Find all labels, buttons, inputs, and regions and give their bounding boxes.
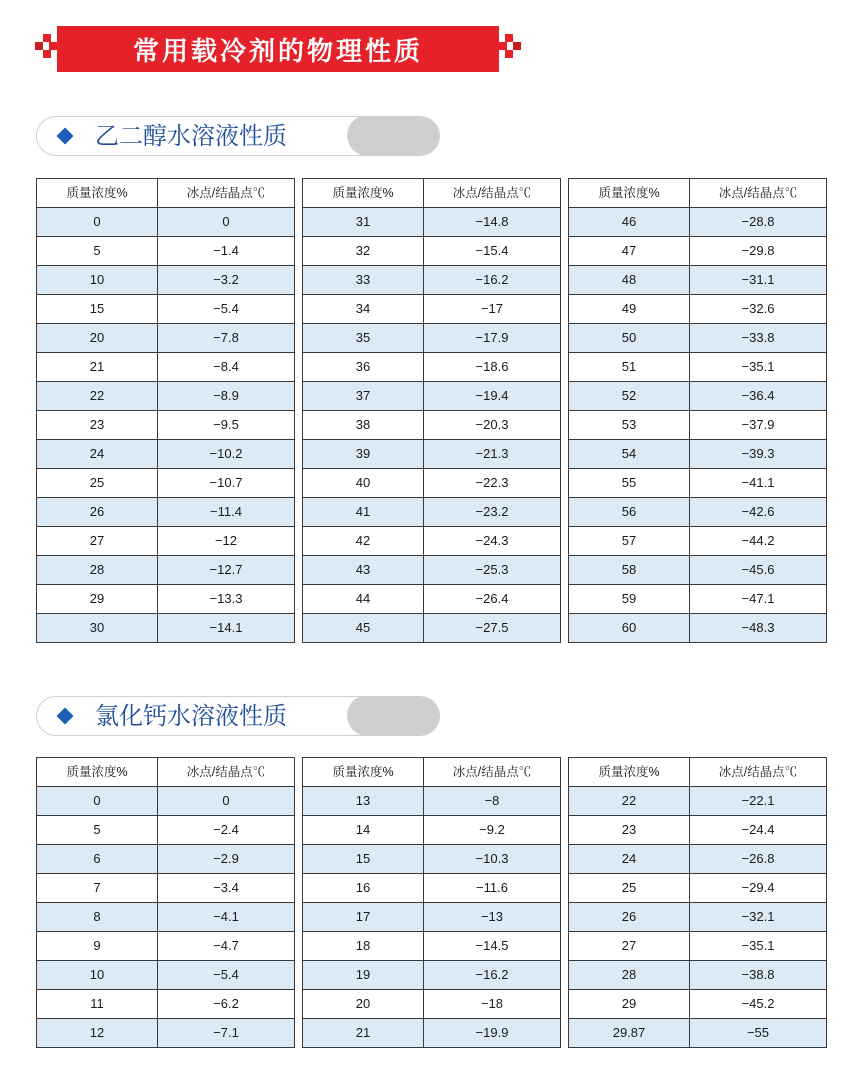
- concentration-cell: 50: [569, 324, 690, 353]
- table-row: [569, 208, 827, 237]
- concentration-cell: 27: [37, 527, 158, 556]
- concentration-cell: 22: [37, 382, 158, 411]
- section-header-ethylene-glycol: [36, 116, 440, 156]
- freezing-point-cell: −15.4: [424, 237, 561, 266]
- table-row: [303, 961, 561, 990]
- freezing-point-cell: −26.8: [690, 845, 827, 874]
- freezing-point-cell: −14.1: [158, 614, 295, 643]
- concentration-cell: 25: [569, 874, 690, 903]
- table-row: [303, 527, 561, 556]
- table-row: [569, 469, 827, 498]
- freezing-point-cell: −2.9: [158, 845, 295, 874]
- table-row: [303, 1019, 561, 1048]
- concentration-cell: 18: [303, 932, 424, 961]
- concentration-cell: 32: [303, 237, 424, 266]
- table-row: [569, 440, 827, 469]
- freezing-point-cell: −24.4: [690, 816, 827, 845]
- freezing-point-cell: −14.5: [424, 932, 561, 961]
- column-header: 冰点/结晶点℃: [424, 758, 561, 787]
- concentration-cell: 47: [569, 237, 690, 266]
- freezing-point-cell: −10.2: [158, 440, 295, 469]
- table-row: [303, 874, 561, 903]
- freezing-point-cell: −4.1: [158, 903, 295, 932]
- pixel-decoration: [505, 34, 513, 42]
- table-row: [37, 845, 295, 874]
- concentration-cell: 22: [569, 787, 690, 816]
- concentration-cell: 53: [569, 411, 690, 440]
- freezing-point-cell: −2.4: [158, 816, 295, 845]
- freezing-point-cell: −13: [424, 903, 561, 932]
- table-row: [37, 585, 295, 614]
- concentration-cell: 0: [37, 208, 158, 237]
- concentration-cell: 29: [37, 585, 158, 614]
- freezing-point-cell: −42.6: [690, 498, 827, 527]
- table-row: [569, 237, 827, 266]
- freezing-point-cell: −45.6: [690, 556, 827, 585]
- section-title: 乙二醇水溶液性质: [95, 122, 287, 150]
- concentration-cell: 52: [569, 382, 690, 411]
- freezing-point-cell: −27.5: [424, 614, 561, 643]
- freezing-point-cell: −8: [424, 787, 561, 816]
- table-row: [37, 932, 295, 961]
- data-table-1-1: [36, 178, 295, 643]
- column-header: 冰点/结晶点℃: [690, 179, 827, 208]
- table-header-row: [37, 758, 295, 787]
- concentration-cell: 36: [303, 353, 424, 382]
- freezing-point-cell: −5.4: [158, 961, 295, 990]
- freezing-point-cell: −13.3: [158, 585, 295, 614]
- concentration-cell: 54: [569, 440, 690, 469]
- freezing-point-cell: −9.2: [424, 816, 561, 845]
- table-row: [303, 787, 561, 816]
- freezing-point-cell: −9.5: [158, 411, 295, 440]
- column-header: 质量浓度%: [37, 179, 158, 208]
- table-row: [37, 527, 295, 556]
- concentration-cell: 5: [37, 816, 158, 845]
- pixel-decoration: [43, 34, 51, 42]
- freezing-point-cell: −12.7: [158, 556, 295, 585]
- table-row: [569, 556, 827, 585]
- section-header-calcium-chloride: [36, 696, 440, 736]
- page-title-banner: [57, 26, 499, 72]
- diamond-bullet-icon: [57, 128, 74, 145]
- concentration-cell: 10: [37, 266, 158, 295]
- table-row: [37, 961, 295, 990]
- table-row: [37, 614, 295, 643]
- table-row: [303, 382, 561, 411]
- table-row: [37, 903, 295, 932]
- table-row: [569, 932, 827, 961]
- page-title: 常用载冷剂的物理性质: [132, 36, 423, 67]
- table-row: [303, 585, 561, 614]
- freezing-point-cell: −17: [424, 295, 561, 324]
- concentration-cell: 12: [37, 1019, 158, 1048]
- table-row: [569, 903, 827, 932]
- freezing-point-cell: −12: [158, 527, 295, 556]
- concentration-cell: 41: [303, 498, 424, 527]
- table-row: [37, 440, 295, 469]
- concentration-cell: 30: [37, 614, 158, 643]
- concentration-cell: 43: [303, 556, 424, 585]
- freezing-point-cell: −3.2: [158, 266, 295, 295]
- concentration-cell: 20: [303, 990, 424, 1019]
- pixel-decoration: [49, 42, 57, 50]
- freezing-point-cell: −32.1: [690, 903, 827, 932]
- table-row: [303, 208, 561, 237]
- freezing-point-cell: −10.3: [424, 845, 561, 874]
- freezing-point-cell: −6.2: [158, 990, 295, 1019]
- column-header: 质量浓度%: [303, 179, 424, 208]
- freezing-point-cell: −8.4: [158, 353, 295, 382]
- freezing-point-cell: −11.4: [158, 498, 295, 527]
- concentration-cell: 10: [37, 961, 158, 990]
- freezing-point-cell: −24.3: [424, 527, 561, 556]
- table-row: [37, 498, 295, 527]
- data-table-1-3: [568, 178, 827, 643]
- table-row: [303, 845, 561, 874]
- table-row: [37, 990, 295, 1019]
- freezing-point-cell: −55: [690, 1019, 827, 1048]
- concentration-cell: 33: [303, 266, 424, 295]
- pixel-decoration: [35, 42, 43, 50]
- table-row: [37, 1019, 295, 1048]
- table-row: [569, 411, 827, 440]
- concentration-cell: 49: [569, 295, 690, 324]
- freezing-point-cell: −41.1: [690, 469, 827, 498]
- pixel-decoration: [505, 50, 513, 58]
- data-table-2-1: [36, 757, 295, 1048]
- table-row: [303, 353, 561, 382]
- table-header-row: [37, 179, 295, 208]
- table-row: [303, 903, 561, 932]
- concentration-cell: 34: [303, 295, 424, 324]
- table-row: [303, 266, 561, 295]
- concentration-cell: 58: [569, 556, 690, 585]
- concentration-cell: 35: [303, 324, 424, 353]
- concentration-cell: 38: [303, 411, 424, 440]
- table-row: [303, 324, 561, 353]
- table-row: [37, 266, 295, 295]
- concentration-cell: 23: [37, 411, 158, 440]
- concentration-cell: 15: [37, 295, 158, 324]
- freezing-point-cell: −5.4: [158, 295, 295, 324]
- concentration-cell: 21: [303, 1019, 424, 1048]
- freezing-point-cell: −36.4: [690, 382, 827, 411]
- freezing-point-cell: −19.4: [424, 382, 561, 411]
- freezing-point-cell: −7.1: [158, 1019, 295, 1048]
- freezing-point-cell: −29.8: [690, 237, 827, 266]
- freezing-point-cell: −17.9: [424, 324, 561, 353]
- freezing-point-cell: −39.3: [690, 440, 827, 469]
- freezing-point-cell: −14.8: [424, 208, 561, 237]
- table-row: [569, 990, 827, 1019]
- table-row: [37, 295, 295, 324]
- column-header: 质量浓度%: [37, 758, 158, 787]
- data-table-1-2: [302, 178, 561, 643]
- table-row: [303, 469, 561, 498]
- table-row: [303, 237, 561, 266]
- table-row: [37, 556, 295, 585]
- concentration-cell: 60: [569, 614, 690, 643]
- table-row: [569, 787, 827, 816]
- concentration-cell: 37: [303, 382, 424, 411]
- table-row: [569, 382, 827, 411]
- header-pill-decoration: [347, 696, 440, 736]
- table-header-row: [303, 758, 561, 787]
- table-row: [303, 614, 561, 643]
- column-header: 冰点/结晶点℃: [424, 179, 561, 208]
- concentration-cell: 57: [569, 527, 690, 556]
- freezing-point-cell: −7.8: [158, 324, 295, 353]
- table-row: [37, 469, 295, 498]
- concentration-cell: 24: [569, 845, 690, 874]
- pixel-decoration: [43, 50, 51, 58]
- table-row: [303, 295, 561, 324]
- concentration-cell: 31: [303, 208, 424, 237]
- concentration-cell: 42: [303, 527, 424, 556]
- concentration-cell: 16: [303, 874, 424, 903]
- freezing-point-cell: −29.4: [690, 874, 827, 903]
- table-row: [569, 295, 827, 324]
- freezing-point-cell: −16.2: [424, 266, 561, 295]
- freezing-point-cell: −31.1: [690, 266, 827, 295]
- concentration-cell: 44: [303, 585, 424, 614]
- freezing-point-cell: −3.4: [158, 874, 295, 903]
- table-header-row: [303, 179, 561, 208]
- freezing-point-cell: −44.2: [690, 527, 827, 556]
- concentration-cell: 29: [569, 990, 690, 1019]
- freezing-point-cell: −8.9: [158, 382, 295, 411]
- freezing-point-cell: −48.3: [690, 614, 827, 643]
- freezing-point-cell: −22.3: [424, 469, 561, 498]
- table-row: [37, 353, 295, 382]
- pixel-decoration: [499, 42, 507, 50]
- table-row: [569, 816, 827, 845]
- freezing-point-cell: −18: [424, 990, 561, 1019]
- concentration-cell: 19: [303, 961, 424, 990]
- concentration-cell: 14: [303, 816, 424, 845]
- concentration-cell: 9: [37, 932, 158, 961]
- concentration-cell: 27: [569, 932, 690, 961]
- freezing-point-cell: −4.7: [158, 932, 295, 961]
- table-row: [569, 353, 827, 382]
- freezing-point-cell: −20.3: [424, 411, 561, 440]
- freezing-point-cell: −35.1: [690, 353, 827, 382]
- freezing-point-cell: −45.2: [690, 990, 827, 1019]
- freezing-point-cell: −38.8: [690, 961, 827, 990]
- freezing-point-cell: −25.3: [424, 556, 561, 585]
- table-row: [569, 614, 827, 643]
- table-row: [37, 411, 295, 440]
- table-row: [37, 816, 295, 845]
- concentration-cell: 55: [569, 469, 690, 498]
- freezing-point-cell: −16.2: [424, 961, 561, 990]
- concentration-cell: 24: [37, 440, 158, 469]
- freezing-point-cell: −21.3: [424, 440, 561, 469]
- data-table-2-3: [568, 757, 827, 1048]
- table-header-row: [569, 758, 827, 787]
- freezing-point-cell: −22.1: [690, 787, 827, 816]
- concentration-cell: 59: [569, 585, 690, 614]
- pixel-decoration: [513, 42, 521, 50]
- freezing-point-cell: −11.6: [424, 874, 561, 903]
- table-row: [303, 411, 561, 440]
- concentration-cell: 23: [569, 816, 690, 845]
- column-header: 冰点/结晶点℃: [690, 758, 827, 787]
- concentration-cell: 15: [303, 845, 424, 874]
- concentration-cell: 26: [37, 498, 158, 527]
- concentration-cell: 46: [569, 208, 690, 237]
- concentration-cell: 28: [569, 961, 690, 990]
- concentration-cell: 25: [37, 469, 158, 498]
- concentration-cell: 20: [37, 324, 158, 353]
- column-header: 冰点/结晶点℃: [158, 758, 295, 787]
- table-row: [569, 266, 827, 295]
- column-header: 冰点/结晶点℃: [158, 179, 295, 208]
- concentration-cell: 21: [37, 353, 158, 382]
- freezing-point-cell: −35.1: [690, 932, 827, 961]
- table-row: [303, 990, 561, 1019]
- concentration-cell: 45: [303, 614, 424, 643]
- column-header: 质量浓度%: [569, 179, 690, 208]
- table-row: [569, 498, 827, 527]
- diamond-bullet-icon: [57, 708, 74, 725]
- data-table-2-2: [302, 757, 561, 1048]
- concentration-cell: 6: [37, 845, 158, 874]
- table-row: [303, 498, 561, 527]
- table-header-row: [569, 179, 827, 208]
- concentration-cell: 51: [569, 353, 690, 382]
- concentration-cell: 40: [303, 469, 424, 498]
- freezing-point-cell: −23.2: [424, 498, 561, 527]
- table-row: [303, 932, 561, 961]
- freezing-point-cell: −10.7: [158, 469, 295, 498]
- freezing-point-cell: −28.8: [690, 208, 827, 237]
- table-row: [569, 585, 827, 614]
- freezing-point-cell: −26.4: [424, 585, 561, 614]
- concentration-cell: 13: [303, 787, 424, 816]
- concentration-cell: 0: [37, 787, 158, 816]
- header-pill-decoration: [347, 116, 440, 156]
- freezing-point-cell: −33.8: [690, 324, 827, 353]
- concentration-cell: 28: [37, 556, 158, 585]
- concentration-cell: 8: [37, 903, 158, 932]
- freezing-point-cell: −47.1: [690, 585, 827, 614]
- column-header: 质量浓度%: [569, 758, 690, 787]
- concentration-cell: 48: [569, 266, 690, 295]
- table-row: [569, 845, 827, 874]
- concentration-cell: 29.87: [569, 1019, 690, 1048]
- table-row: [569, 527, 827, 556]
- freezing-point-cell: −19.9: [424, 1019, 561, 1048]
- table-row: [569, 874, 827, 903]
- table-row: [569, 1019, 827, 1048]
- concentration-cell: 11: [37, 990, 158, 1019]
- table-row: [37, 787, 295, 816]
- table-row: [37, 324, 295, 353]
- freezing-point-cell: −37.9: [690, 411, 827, 440]
- table-row: [303, 816, 561, 845]
- table-row: [37, 874, 295, 903]
- section-title: 氯化钙水溶液性质: [95, 702, 287, 730]
- concentration-cell: 26: [569, 903, 690, 932]
- table-row: [37, 208, 295, 237]
- freezing-point-cell: 0: [158, 208, 295, 237]
- table-row: [37, 382, 295, 411]
- concentration-cell: 7: [37, 874, 158, 903]
- table-row: [303, 556, 561, 585]
- concentration-cell: 17: [303, 903, 424, 932]
- column-header: 质量浓度%: [303, 758, 424, 787]
- table-row: [37, 237, 295, 266]
- freezing-point-cell: 0: [158, 787, 295, 816]
- freezing-point-cell: −18.6: [424, 353, 561, 382]
- table-row: [569, 961, 827, 990]
- table-row: [303, 440, 561, 469]
- freezing-point-cell: −32.6: [690, 295, 827, 324]
- concentration-cell: 39: [303, 440, 424, 469]
- concentration-cell: 5: [37, 237, 158, 266]
- table-row: [569, 324, 827, 353]
- freezing-point-cell: −1.4: [158, 237, 295, 266]
- concentration-cell: 56: [569, 498, 690, 527]
